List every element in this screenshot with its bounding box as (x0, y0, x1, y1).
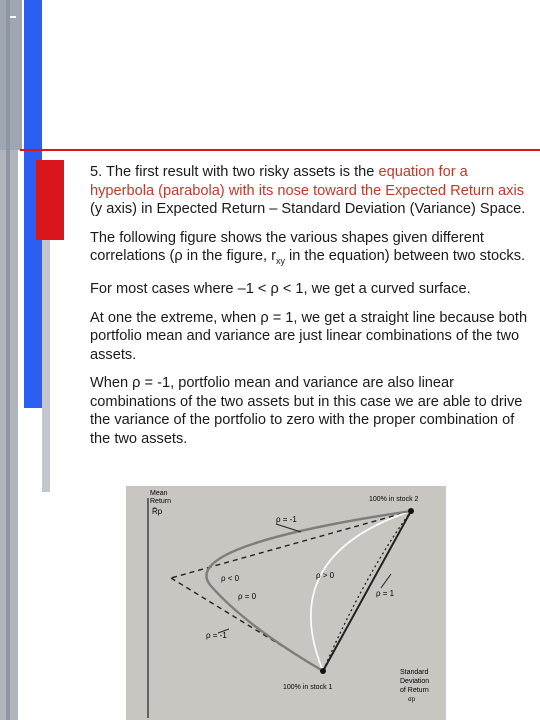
paragraph-curved-surface: For most cases where –1 < ρ < 1, we get a curved surface. (90, 281, 471, 298)
x-axis-label-4: σp (408, 697, 416, 703)
curve-rho-0 (311, 511, 411, 671)
arrow-rho-1 (381, 574, 391, 588)
label-rho-0: ρ = 0 (238, 592, 257, 601)
paragraph-hyperbola (90, 163, 530, 219)
y-axis-label-2: Return (150, 498, 172, 505)
decor-bar-gray-mid (42, 240, 50, 492)
label-rho-1: ρ = 1 (376, 589, 395, 598)
decor-bar-gray-thin (6, 0, 10, 720)
p2-text-before: The following figure shows the various shapes given different correlations (ρ in the figure, r (90, 229, 484, 264)
p1-text-after: (y axis) in Expected Return – Standard Deviation (Variance) Space. (90, 201, 526, 217)
decor-bar-gray-top (0, 0, 22, 150)
x-axis-label-1: Standard (400, 669, 429, 676)
decor-tick (10, 16, 16, 18)
label-rho-neg1-bottom: ρ = -1 (206, 631, 227, 640)
x-axis-label-2: Deviation (400, 678, 430, 685)
line-rho-1 (323, 511, 411, 671)
y-axis-label-1: Mean (150, 490, 168, 497)
header-rule (20, 149, 540, 151)
frontier-diagram (126, 486, 446, 720)
p1-text-accent: equation for a hyperbola (parabola) with its nose toward the Expected Return axis (90, 164, 524, 199)
decor-bar-red (36, 160, 64, 240)
label-rho-gt0: ρ > 0 (316, 571, 335, 580)
slide-body (90, 163, 530, 458)
paragraph-rho-1: At one the extreme, when ρ = 1, we get a straight line because both portfolio mean and variance are just linear combinations of the two assets. (90, 309, 528, 363)
p1-text-before: 5. The first result with two risky assets is the (90, 164, 379, 180)
point-stock2 (408, 508, 414, 514)
label-bottom-point: 100% in stock 1 (283, 684, 333, 691)
label-top-point: 100% in stock 2 (369, 496, 419, 503)
y-axis-label-3: R̄p (152, 507, 163, 516)
p2-text-after: in the equation) between two stocks. (284, 248, 526, 264)
arrow-rho-neg1-top (276, 524, 301, 532)
p2-subscript: xy (275, 255, 285, 266)
paragraph-rho-neg1: When ρ = -1, portfolio mean and variance are also linear combinations of the two assets but in this case we are able to drive the variance of the portfolio to zero with the proper combination of the two assets. (90, 375, 523, 447)
label-rho-neg1-top: ρ = -1 (276, 515, 297, 524)
point-stock1 (320, 668, 326, 674)
x-axis-label-3: of Return (400, 687, 429, 694)
paragraph-correlations (90, 229, 530, 271)
portfolio-frontier-figure (126, 486, 446, 720)
label-rho-lt0: ρ < 0 (221, 574, 240, 583)
